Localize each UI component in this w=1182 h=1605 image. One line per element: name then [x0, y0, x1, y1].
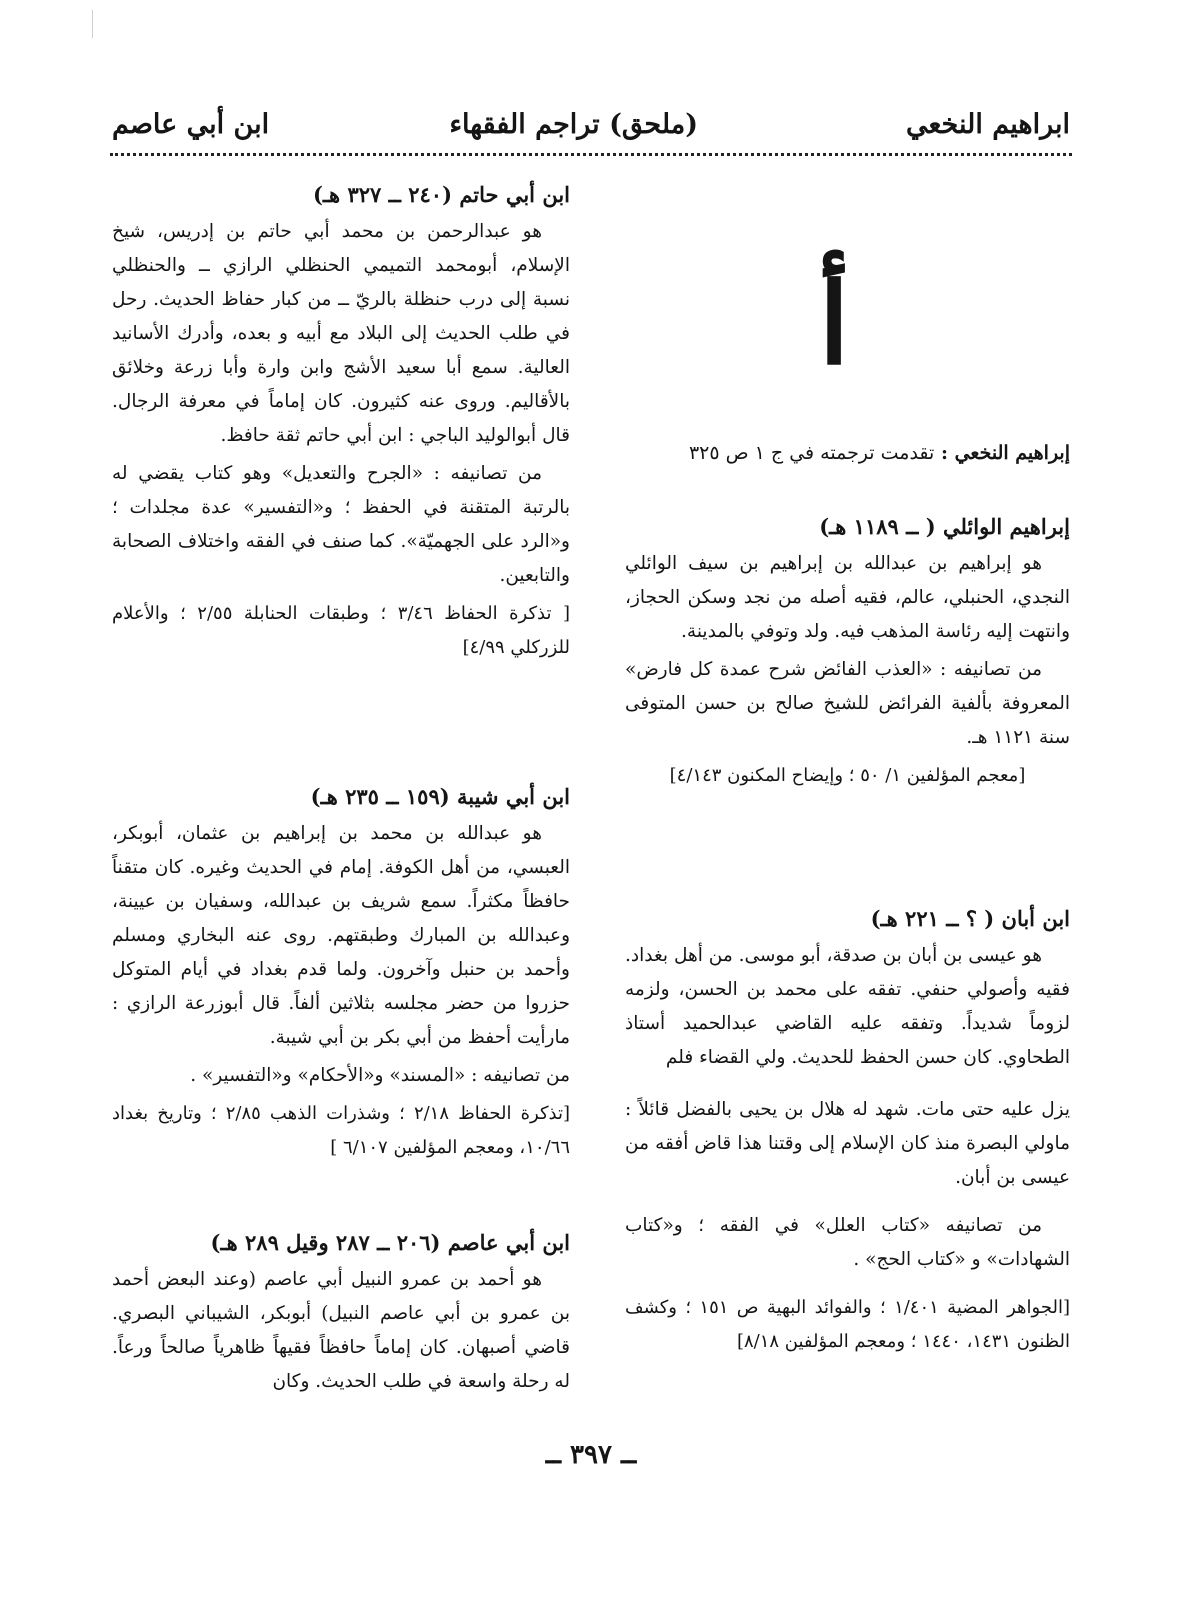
header-divider — [110, 153, 1072, 156]
entry-abi-asim — [112, 1227, 570, 1403]
entry-nakhai-note: تقدمت ترجمته في ج ١ ص ٣٢٥ — [688, 442, 935, 464]
entry-aban-bio-2: يزل عليه حتى مات. شهد له هلال بن يحيى بالفضل قائلاً : ماولي البصرة منذ كان الإسلام إلى وقتنا هذا قاض أفقه من عيسى بن أبان. — [625, 1099, 1070, 1188]
entry-aban-bio-1: هو عيسى بن أبان بن صدقة، أبو موسى. من أهل بغداد. فقيه وأصولي حنفي. تفقه على محمد بن الحسن، ولزمه لزوماً شديداً. وتفقه عليه القاضي عبدالحميد أستاذ الطحاوي. كان حسن الحفظ للحديث. ولي القضاء فلم — [625, 945, 1070, 1068]
entry-waili-bio: هو إبراهيم بن عبدالله بن إبراهيم بن سيف الوائلي النجدي، الحنبلي، عالم، فقيه أصله من نجد وسكن الحجاز، وانتهت إليه رئاسة المذهب فيه. ولد وتوفي بالمدينة. — [625, 553, 1070, 642]
entry-abi-hatim-title: ابن أبي حاتم (٢٤٠ ــ ٣٢٧ هـ) — [312, 182, 570, 207]
entry-aban-works: من تصانيفه «كتاب العلل» في الفقه ؛ و«كتاب الشهادات» و «كتاب الحج» . — [625, 1215, 1070, 1270]
running-header — [112, 105, 1070, 157]
entry-aban-title: ابن أبان ( ؟ ــ ٢٢١ هـ) — [870, 906, 1070, 931]
entry-abi-shayba-bio: هو عبدالله بن محمد بن إبراهيم بن عثمان، أبوبكر، العبسي، من أهل الكوفة. إمام في الحديث وغيره. كان متقناً حافظاً مكثراً. سمع شريف بن عبدالله، وسفيان بن عيينة، وعبدالله بن المبارك وطبقتهم. روى عنه البخاري ومسلم وأحمد بن حنبل وآخرون. ولما قدم بغداد في أيام المتوكل حزروا من حضر مجلسه بثلاثين ألفاً. قال أبوزرعة الرازي : مارأيت أحفظ من أبي بكر بن أبي شيبة. — [112, 823, 570, 1048]
page-number: ــ ٣٩٧ ــ — [545, 1440, 637, 1470]
entry-abi-hatim — [112, 179, 570, 665]
entry-abi-hatim-bio: هو عبدالرحمن بن محمد أبي حاتم بن إدريس، شيخ الإسلام، أبومحمد التميمي الحنظلي الرازي ــ والحنظلي نسبة إلى درب حنظلة بالريّ ــ من كبار حفاظ الحديث. رحل في طلب الحديث إلى البلاد مع أبيه و بعده، وأدرك الأسانيد العالية. سمع أبا سعيد الأشج وابن وارة وأبا زرعة وخلائق بالأقاليم. وروى عنه كثيرون. كان إماماً في معرفة الرجال. قال أبوالوليد الباجي : ابن أبي حاتم ثقة حافظ. — [112, 221, 570, 446]
entry-abi-asim-title: ابن أبي عاصم (٢٠٦ ــ ٢٨٧ وقيل ٢٨٩ هـ) — [210, 1230, 570, 1255]
entry-waili — [625, 511, 1070, 793]
entry-nakhai — [625, 437, 1070, 469]
entry-nakhai-line — [625, 437, 1070, 469]
header-left-name: ابن أبي عاصم — [112, 109, 270, 140]
section-letter: أ — [818, 259, 850, 390]
scan-artifact — [92, 10, 97, 38]
entry-abi-hatim-works: من تصانيفه : «الجرح والتعديل» وهو كتاب يقضي له بالرتبة المتقنة في الحفظ ؛ و«التفسير» عدة مجلدات ؛ و«الرد على الجهميّة». كما صنف في الفقه واختلاف الصحابة والتابعين. — [112, 463, 570, 586]
entry-abi-shayba — [112, 781, 570, 1165]
entry-aban — [625, 903, 1070, 1359]
entry-abi-shayba-works: من تصانيفه : «المسند» و«الأحكام» و«التفسير» . — [190, 1065, 570, 1086]
entry-abi-asim-bio: هو أحمد بن عمرو النبيل أبي عاصم (وعند البعض أحمد بن عمرو بن أبي عاصم النبيل) أبوبكر، الشيباني البصري. قاضي أصبهان. كان إماماً حافظاً فقيهاً ظاهرياً صالحاً ورعاً. له رحلة واسعة في طلب الحديث. وكان — [112, 1269, 570, 1392]
entry-aban-refs: [الجواهر المضية ١/٤٠١ ؛ والفوائد البهية ص ١٥١ ؛ وكشف الظنون ١٤٣١، ١٤٤٠ ؛ ومعجم المؤلفين ٨/١٨] — [625, 1297, 1070, 1352]
entry-abi-hatim-refs: [ تذكرة الحفاظ ٣/٤٦ ؛ وطبقات الحنابلة ٢/٥٥ ؛ والأعلام للزركلي ٤/٩٩] — [112, 603, 571, 658]
header-center-title: (ملحق) تراجم الفقهاء — [449, 109, 698, 140]
entry-waili-refs: [معجم المؤلفين ١/ ٥٠ ؛ وإيضاح المكنون ٤/١٤٣] — [669, 765, 1026, 786]
entry-nakhai-title: إبراهيم النخعي : — [934, 442, 1070, 464]
entry-abi-shayba-title: ابن أبي شيبة (١٥٩ ــ ٢٣٥ هـ) — [310, 784, 570, 809]
entry-waili-title: إبراهيم الوائلي ( ــ ١١٨٩ هـ) — [819, 514, 1070, 539]
entry-waili-works: من تصانيفه : «العذب الفائض شرح عمدة كل فارض» المعروفة بألفية الفرائض للشيخ صالح بن حسن المتوفى سنة ١١٢١ هـ. — [625, 659, 1070, 748]
entry-abi-shayba-refs: [تذكرة الحفاظ ٢/١٨ ؛ وشذرات الذهب ٢/٨٥ ؛ وتاريخ بغداد ١٠/٦٦، ومعجم المؤلفين ٦/١٠٧ ] — [112, 1103, 571, 1158]
header-right-name: ابراهيم النخعي — [905, 109, 1070, 140]
